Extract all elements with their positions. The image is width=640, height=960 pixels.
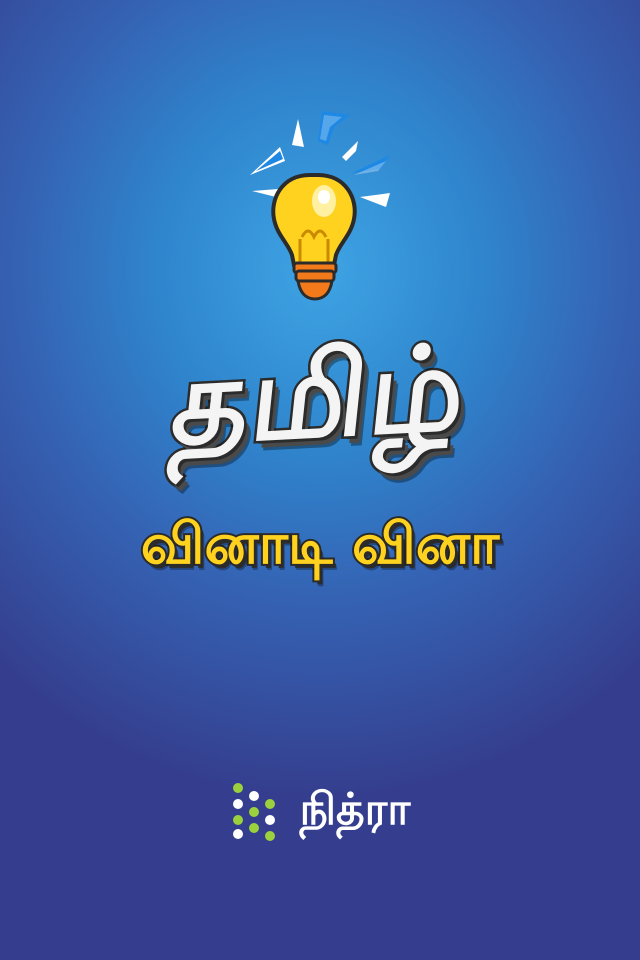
app-title: தமிழ் xyxy=(165,318,475,472)
light-bulb-icon xyxy=(230,105,410,305)
publisher-brand xyxy=(0,772,640,848)
nithra-dot-pattern-icon xyxy=(230,778,278,842)
app-subtitle: வினாடி வினா xyxy=(140,512,500,577)
brand-name: நித்ரா xyxy=(299,784,411,835)
